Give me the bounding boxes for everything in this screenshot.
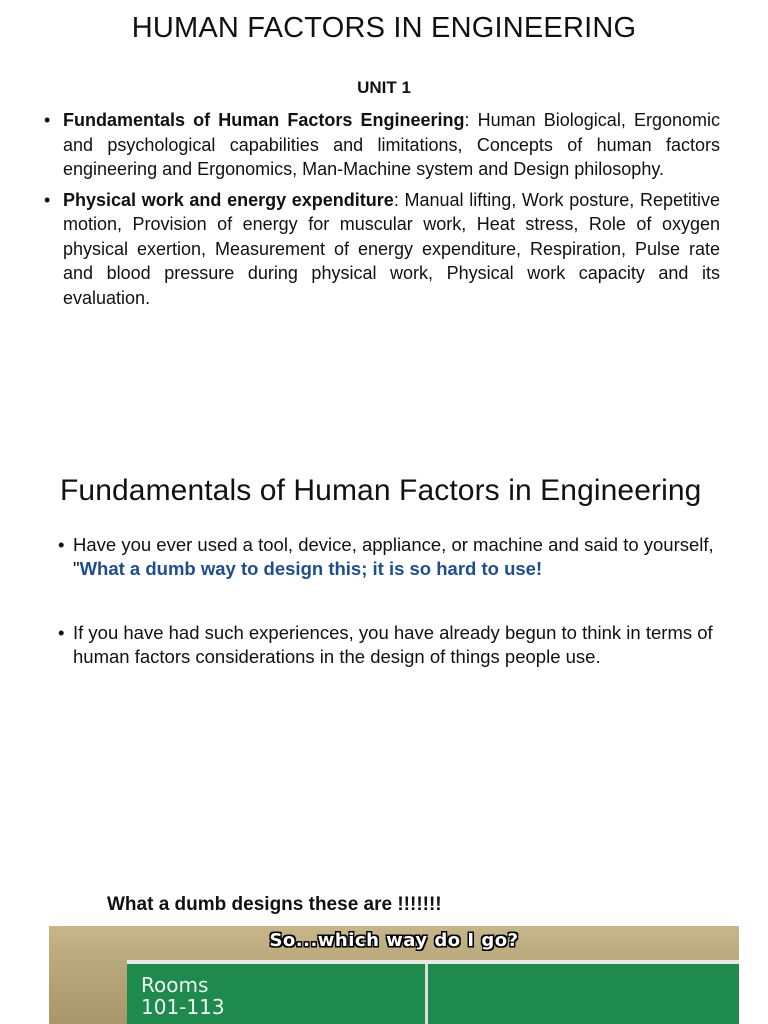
room-sign xyxy=(127,960,739,1024)
list-item xyxy=(44,188,720,311)
room-sign-line-1: Rooms xyxy=(141,973,209,997)
photo-caption: So...which way do I go? xyxy=(269,930,519,951)
signage-photo xyxy=(49,926,739,1024)
bullet-icon: • xyxy=(44,189,51,210)
bullet-icon: • xyxy=(58,534,65,555)
list-item xyxy=(58,621,718,669)
question-text: Have you ever used a tool, device, appliance, or machine and said to yourself, " xyxy=(73,534,714,579)
bullet-icon: • xyxy=(58,622,65,643)
intro-list xyxy=(58,533,718,669)
slide-1-title: HUMAN FACTORS IN ENGINEERING xyxy=(131,12,637,44)
slide-2-title: Fundamentals of Human Factors in Engineering xyxy=(60,474,702,507)
syllabus-list xyxy=(44,108,720,316)
topic-description: : Human Biological, Ergonomic and psychological capabilities and limitations, Concepts of human factors engineering and Ergonomics, Man-Machine system and Design philosophy. xyxy=(63,110,720,179)
topic-description: : Manual lifting, Work posture, Repetitive motion, Provision of energy for muscular work, Heat stress, Role of oxygen physical exertion, Measurement of energy expenditure, Respiration, Pulse rate and blood pressure during physical work, Physical work capacity and its evaluation. xyxy=(63,189,720,308)
unit-label: UNIT 1 xyxy=(357,78,411,97)
statement-text: If you have had such experiences, you have already begun to think in terms of human factors considerations in the design of things people use. xyxy=(73,622,713,667)
topic-heading: Fundamentals of Human Factors Engineering xyxy=(63,110,465,130)
room-sign-line-2: 101-113 xyxy=(141,995,225,1019)
emphasis-quote: What a dumb way to design this; it is so hard to use! xyxy=(79,558,543,579)
topic-heading: Physical work and energy expenditure xyxy=(63,189,394,210)
dumb-designs-heading: What a dumb designs these are !!!!!!! xyxy=(107,894,442,915)
room-sign-text xyxy=(141,974,225,1018)
list-item xyxy=(58,533,718,581)
sign-divider xyxy=(425,964,428,1024)
bullet-icon: • xyxy=(44,110,51,130)
list-item xyxy=(44,108,720,182)
